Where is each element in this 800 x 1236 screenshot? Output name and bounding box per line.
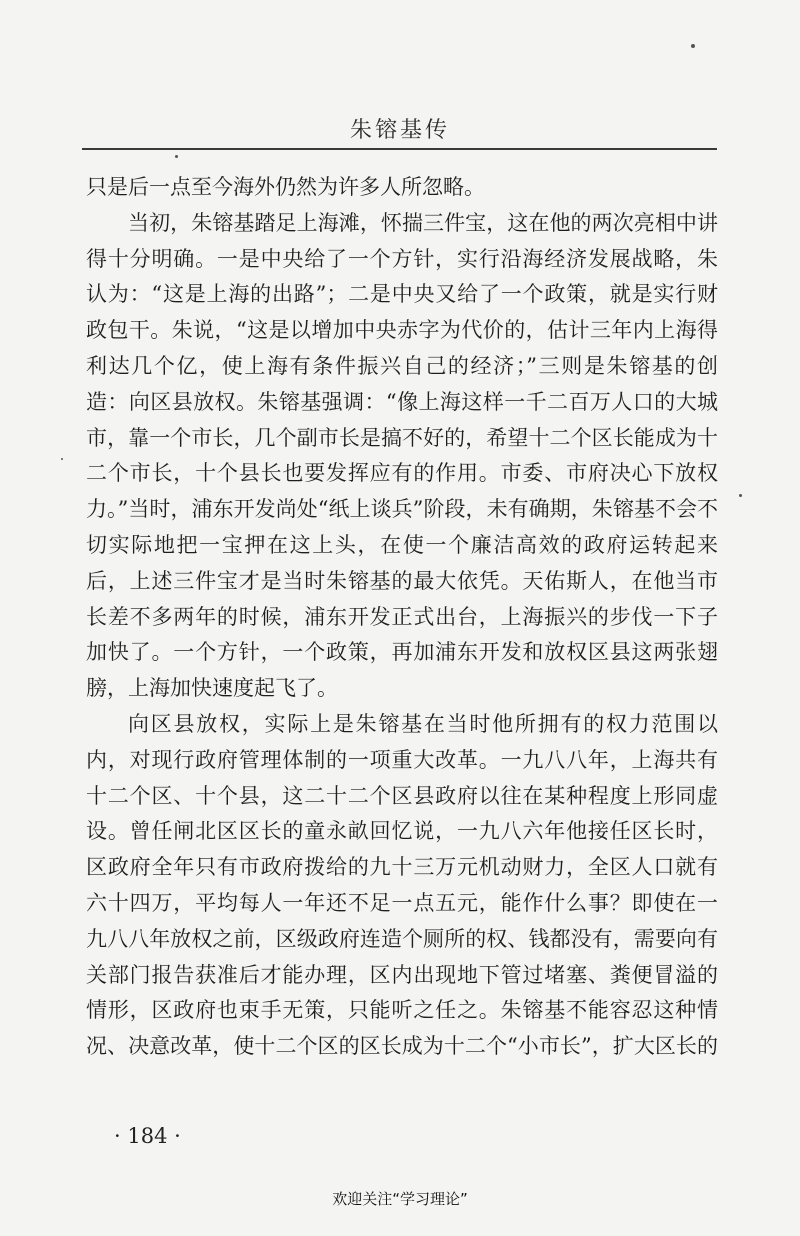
scan-speck (61, 458, 63, 460)
text-line: 利达几个亿，使上海有条件振兴自己的经济；”三则是朱镕基的创 (86, 353, 718, 378)
text-line: 情形，区政府也束手无策，只能听之任之。朱镕基不能容忍这种情 (86, 998, 718, 1023)
text-line: 关部门报告获准后才能办理，区内出现地下管过堵塞、粪便冒溢的 (86, 962, 718, 987)
text-line: 只是后一点至今海外仍然为许多人所忽略。 (86, 175, 485, 199)
text-line: 膀，上海加快速度起飞了。 (86, 676, 338, 701)
text-line: 六十四万，平均每人一年还不足一点五元，能作什么事？即使在一 (86, 890, 718, 915)
scan-speck (175, 155, 178, 158)
text-line: 二个市长，十个县长也要发挥应有的作用。市委、市府决心下放权 (86, 461, 718, 486)
text-line: 切实际地把一宝押在这上头，在使一个廉洁高效的政府运转起来 (86, 532, 718, 557)
text-line: 向区县放权，实际上是朱镕基在当时他所拥有的权力范围以 (128, 711, 718, 736)
text-line: 加快了。一个方针，一个政策，再加浦东开发和放权区县这两张翅 (86, 640, 718, 665)
footer-note: 欢迎关注“学习理论” (332, 1190, 468, 1208)
text-line: 力。”当时，浦东开发尚处“纸上谈兵”阶段，未有确期，朱镕基不会不 (86, 497, 718, 522)
scan-speck (691, 44, 695, 48)
text-line: 政包干。朱说，“这是以增加中央赤字为代价的，估计三年内上海得 (86, 318, 718, 343)
body-text (86, 170, 718, 1065)
text-line: 长差不多两年的时候，浦东开发正式出台，上海振兴的步伐一下子 (86, 604, 718, 629)
text-line: 设。曾任闸北区区长的童永畝回忆说，一九八六年他接任区长时， (86, 819, 718, 844)
text-line: 认为：“这是上海的出路”；二是中央又给了一个政策，就是实行财 (86, 282, 718, 307)
text-line: 况、决意改革，使十二个区的区长成为十二个“小市长”，扩大区长的 (86, 1034, 718, 1059)
text-line: 内，对现行政府管理体制的一项重大改革。一九八八年，上海共有 (86, 747, 718, 772)
text-line: 得十分明确。一是中央给了一个方针，实行沿海经济发展战略，朱 (86, 246, 718, 271)
text-line: 造：向区县放权。朱镕基强调：“像上海这样一千二百万人口的大城 (86, 389, 718, 414)
text-line: 当初，朱镕基踏足上海滩，怀揣三件宝，这在他的两次亮相中讲 (128, 210, 718, 235)
text-line: 后，上述三件宝才是当时朱镕基的最大依凭。天佑斯人，在他当市 (86, 568, 718, 593)
text-line: 九八八年放权之前，区级政府连造个厕所的权、钱都没有，需要向有 (86, 926, 718, 951)
header-rule (82, 148, 717, 150)
text-line: 市，靠一个市长，几个副市长是搞不好的，希望十二个区长能成为十 (86, 425, 718, 450)
text-line: 十二个区、十个县，这二十二个区县政府以往在某种程度上形同虚 (86, 783, 718, 808)
scan-speck (739, 494, 742, 497)
text-line: 区政府全年只有市政府拨给的九十三万元机动财力，全区人口就有 (86, 855, 718, 880)
page-number: · 184 · (114, 1124, 181, 1148)
running-head-title: 朱镕基传 (349, 118, 450, 143)
